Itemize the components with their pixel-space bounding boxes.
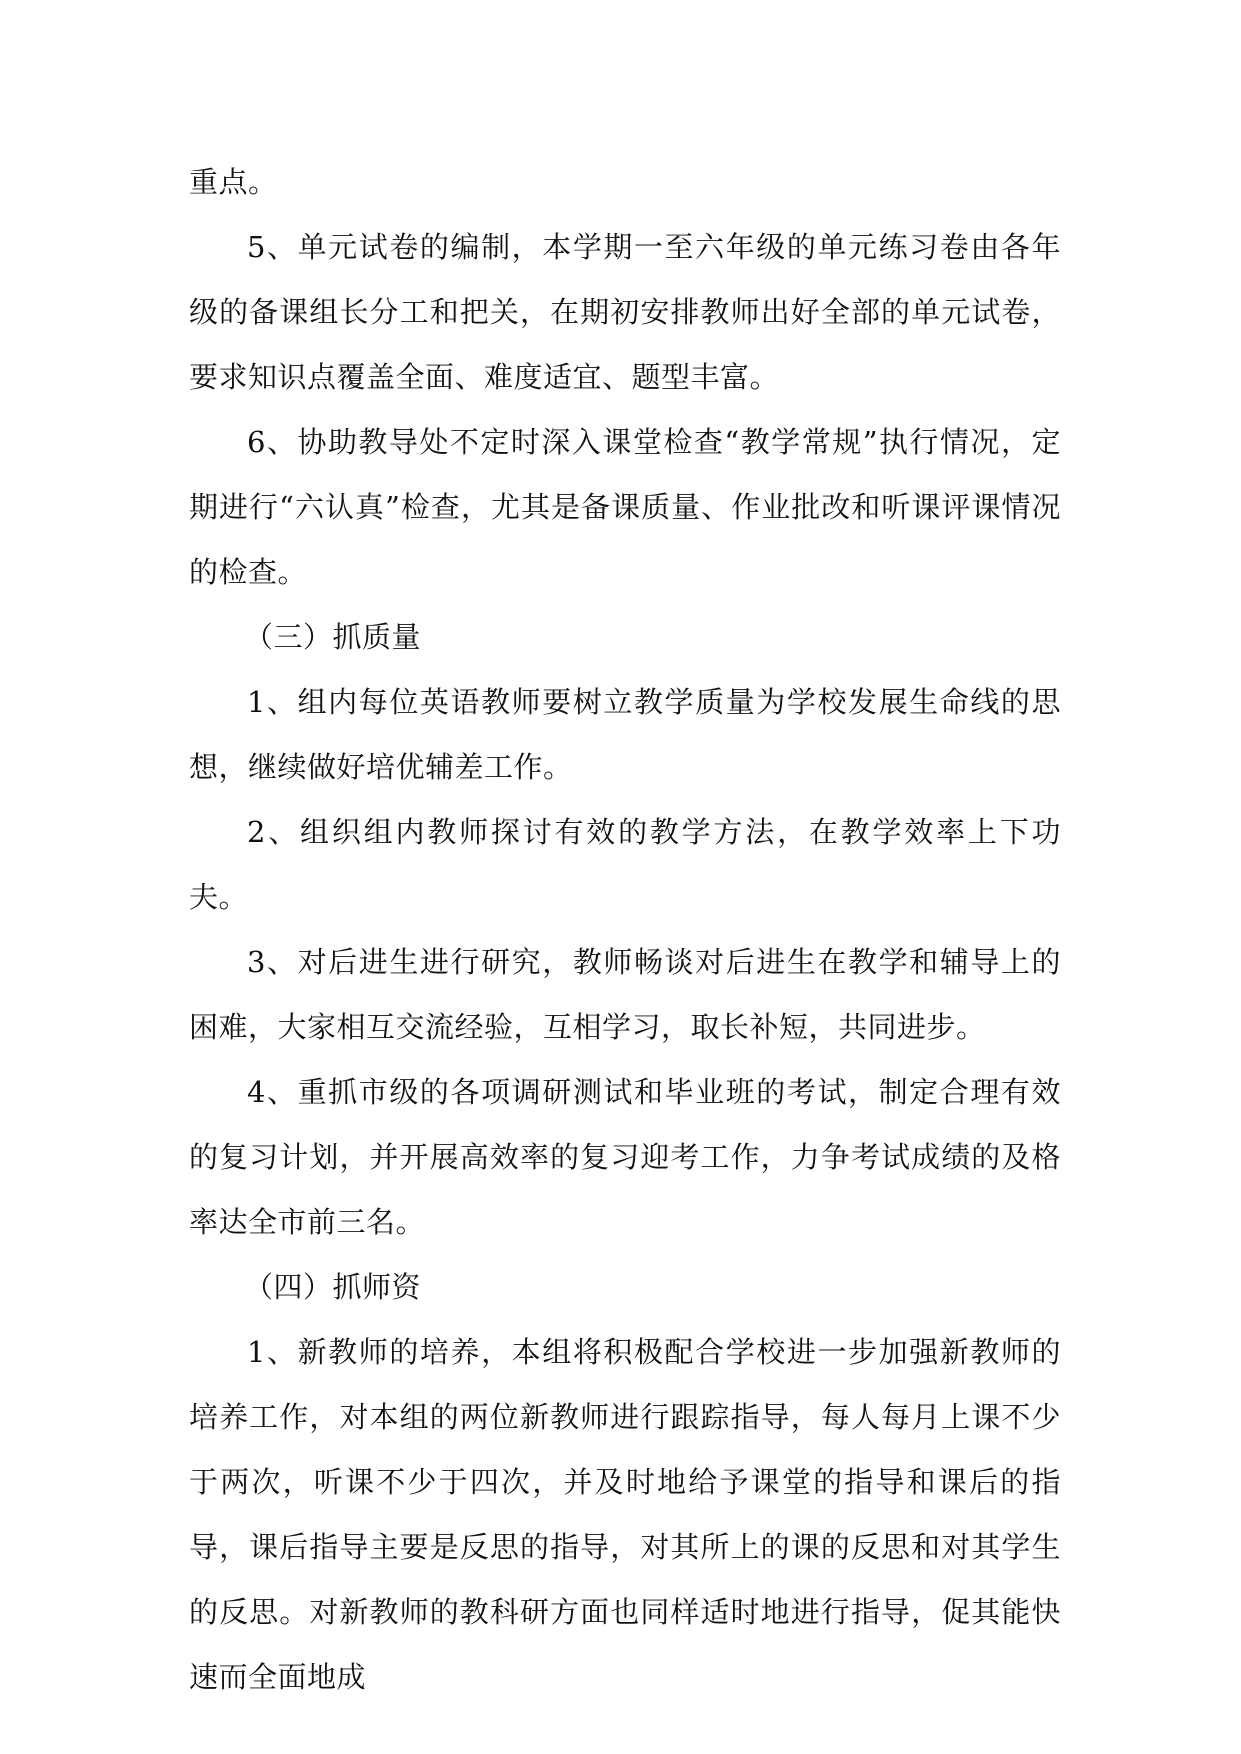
- paragraph-item-4-exams: 4、重抓市级的各项调研测试和毕业班的考试，制定合理有效的复习计划，并开展高效率的复习迎考工作，力争考试成绩的及格率达全市前三名。: [189, 1075, 1061, 1239]
- section-heading-teachers: （四）抓师资: [244, 1270, 422, 1304]
- paragraph-item-5-unit-exam: 5、单元试卷的编制，本学期一至六年级的单元练习卷由各年级的备课组长分工和把关，在期初安排教师出好全部的单元试卷，要求知识点覆盖全面、难度适宜、题型丰富。: [189, 230, 1061, 394]
- paragraph-item-2-methods: 2、组织组内教师探讨有效的教学方法，在教学效率上下功夫。: [189, 815, 1061, 914]
- paragraph-item-6-inspection: 6、协助教导处不定时深入课堂检查“教学常规”执行情况，定期进行“六认真”检查，尤其是备课质量、作业批改和听课评课情况的检查。: [189, 425, 1061, 589]
- paragraph-item-3-students: 3、对后进生进行研究，教师畅谈对后进生在教学和辅导上的困难，大家相互交流经验，互相学习，取长补短，共同进步。: [189, 945, 1061, 1044]
- paragraph-item-1-new-teachers: 1、新教师的培养，本组将积极配合学校进一步加强新教师的培养工作，对本组的两位新教师进行跟踪指导，每人每月上课不少于两次，听课不少于四次，并及时地给予课堂的指导和课后的指导，课后指导主要是反思的指导，对其所上的课的反思和对其学生的反思。对新教师的教科研方面也同样适时地进行指导，促其能快速而全面地成: [189, 1335, 1061, 1694]
- paragraph-continuation: 重点。: [189, 165, 278, 199]
- section-heading-quality: （三）抓质量: [244, 620, 422, 654]
- paragraph-item-1-quality: 1、组内每位英语教师要树立教学质量为学校发展生命线的思想，继续做好培优辅差工作。: [189, 685, 1061, 784]
- document-body: [189, 150, 1061, 1710]
